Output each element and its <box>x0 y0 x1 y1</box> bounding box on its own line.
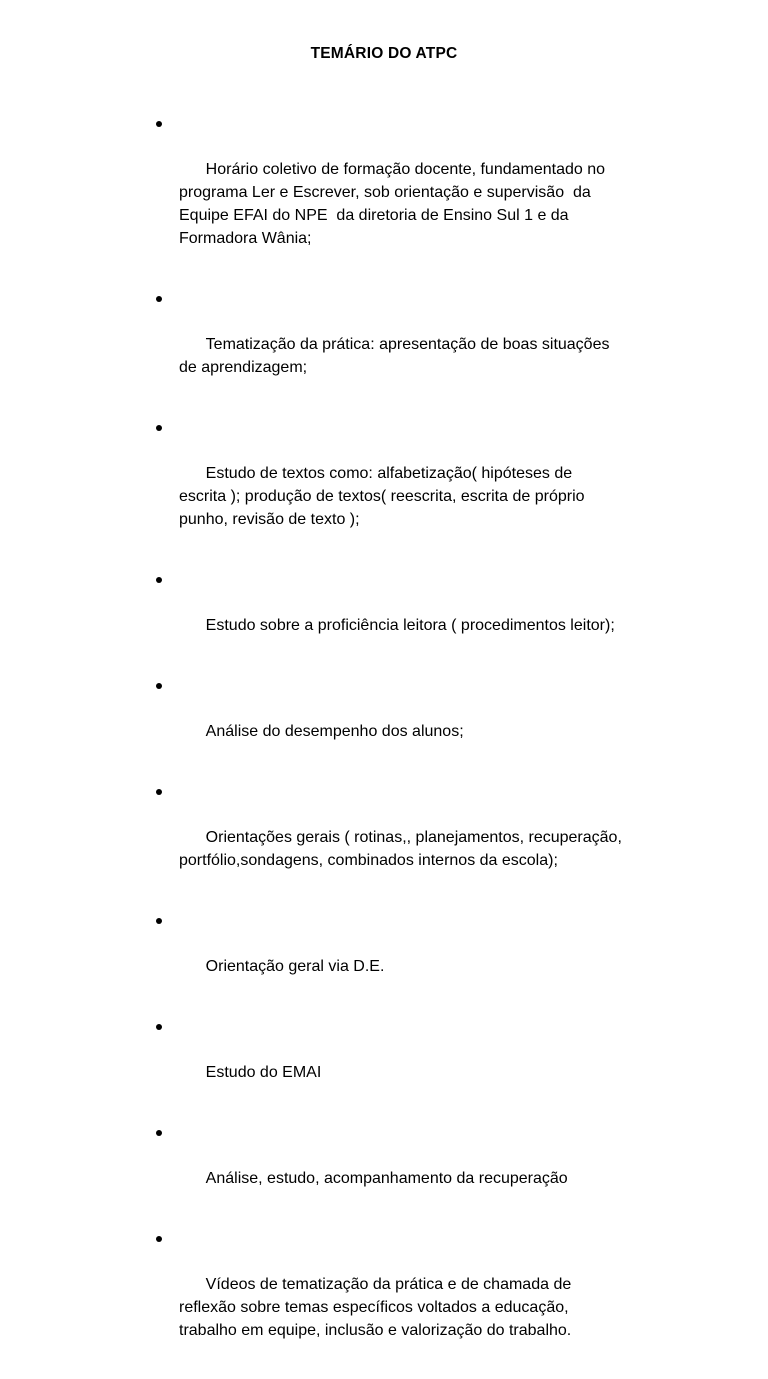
topic-item-text: Orientações gerais ( rotinas,, planejamentos, recuperação, portfólio,sondagens, combinados internos da escola); <box>179 829 622 869</box>
topic-list <box>179 112 659 1379</box>
bullet-icon <box>156 425 162 431</box>
document-title: TEMÁRIO DO ATPC <box>310 45 458 62</box>
topic-item-text: Estudo do EMAI <box>205 1064 322 1081</box>
topic-item-3 <box>179 416 659 554</box>
topic-item-text: Orientação geral via D.E. <box>205 958 385 975</box>
bullet-icon <box>156 121 162 127</box>
topic-item-text: Análise do desempenho dos alunos; <box>205 723 464 740</box>
bullet-icon <box>156 789 162 795</box>
bullet-icon <box>156 1130 162 1136</box>
topic-item-text: Estudo sobre a proficiência leitora ( procedimentos leitor); <box>205 617 615 634</box>
bullet-icon <box>156 1024 162 1030</box>
topic-item-5 <box>179 674 659 766</box>
topic-item-text: Análise, estudo, acompanhamento da recuperação <box>205 1170 568 1187</box>
topic-item-7 <box>179 909 659 1001</box>
topic-item-10 <box>179 1227 659 1365</box>
topic-item-8 <box>179 1015 659 1107</box>
topic-item-text: Estudo de textos como: alfabetização( hipóteses de escrita ); produção de textos( reescrita, escrita de próprio punho, revisão de texto ); <box>179 465 585 528</box>
bullet-icon <box>156 918 162 924</box>
topic-item-9 <box>179 1121 659 1213</box>
bullet-icon <box>156 1236 162 1242</box>
bullet-icon <box>156 683 162 689</box>
topic-item-1 <box>179 112 659 273</box>
topic-item-6 <box>179 780 659 895</box>
bullet-icon <box>156 577 162 583</box>
bullet-icon <box>156 296 162 302</box>
topic-item-2 <box>179 287 659 402</box>
topic-item-text: Tematização da prática: apresentação de boas situações de aprendizagem; <box>179 336 610 376</box>
topic-item-text: Horário coletivo de formação docente, fundamentado no programa Ler e Escrever, sob orientação e supervisão da Equipe EFAI do NPE da diretoria de Ensino Sul 1 e da Formadora Wânia; <box>179 161 606 247</box>
topic-item-text: Vídeos de tematização da prática e de chamada de reflexão sobre temas específicos voltados a educação, trabalho em equipe, inclusão e valorização do trabalho. <box>179 1276 572 1339</box>
topic-item-4 <box>179 568 659 660</box>
